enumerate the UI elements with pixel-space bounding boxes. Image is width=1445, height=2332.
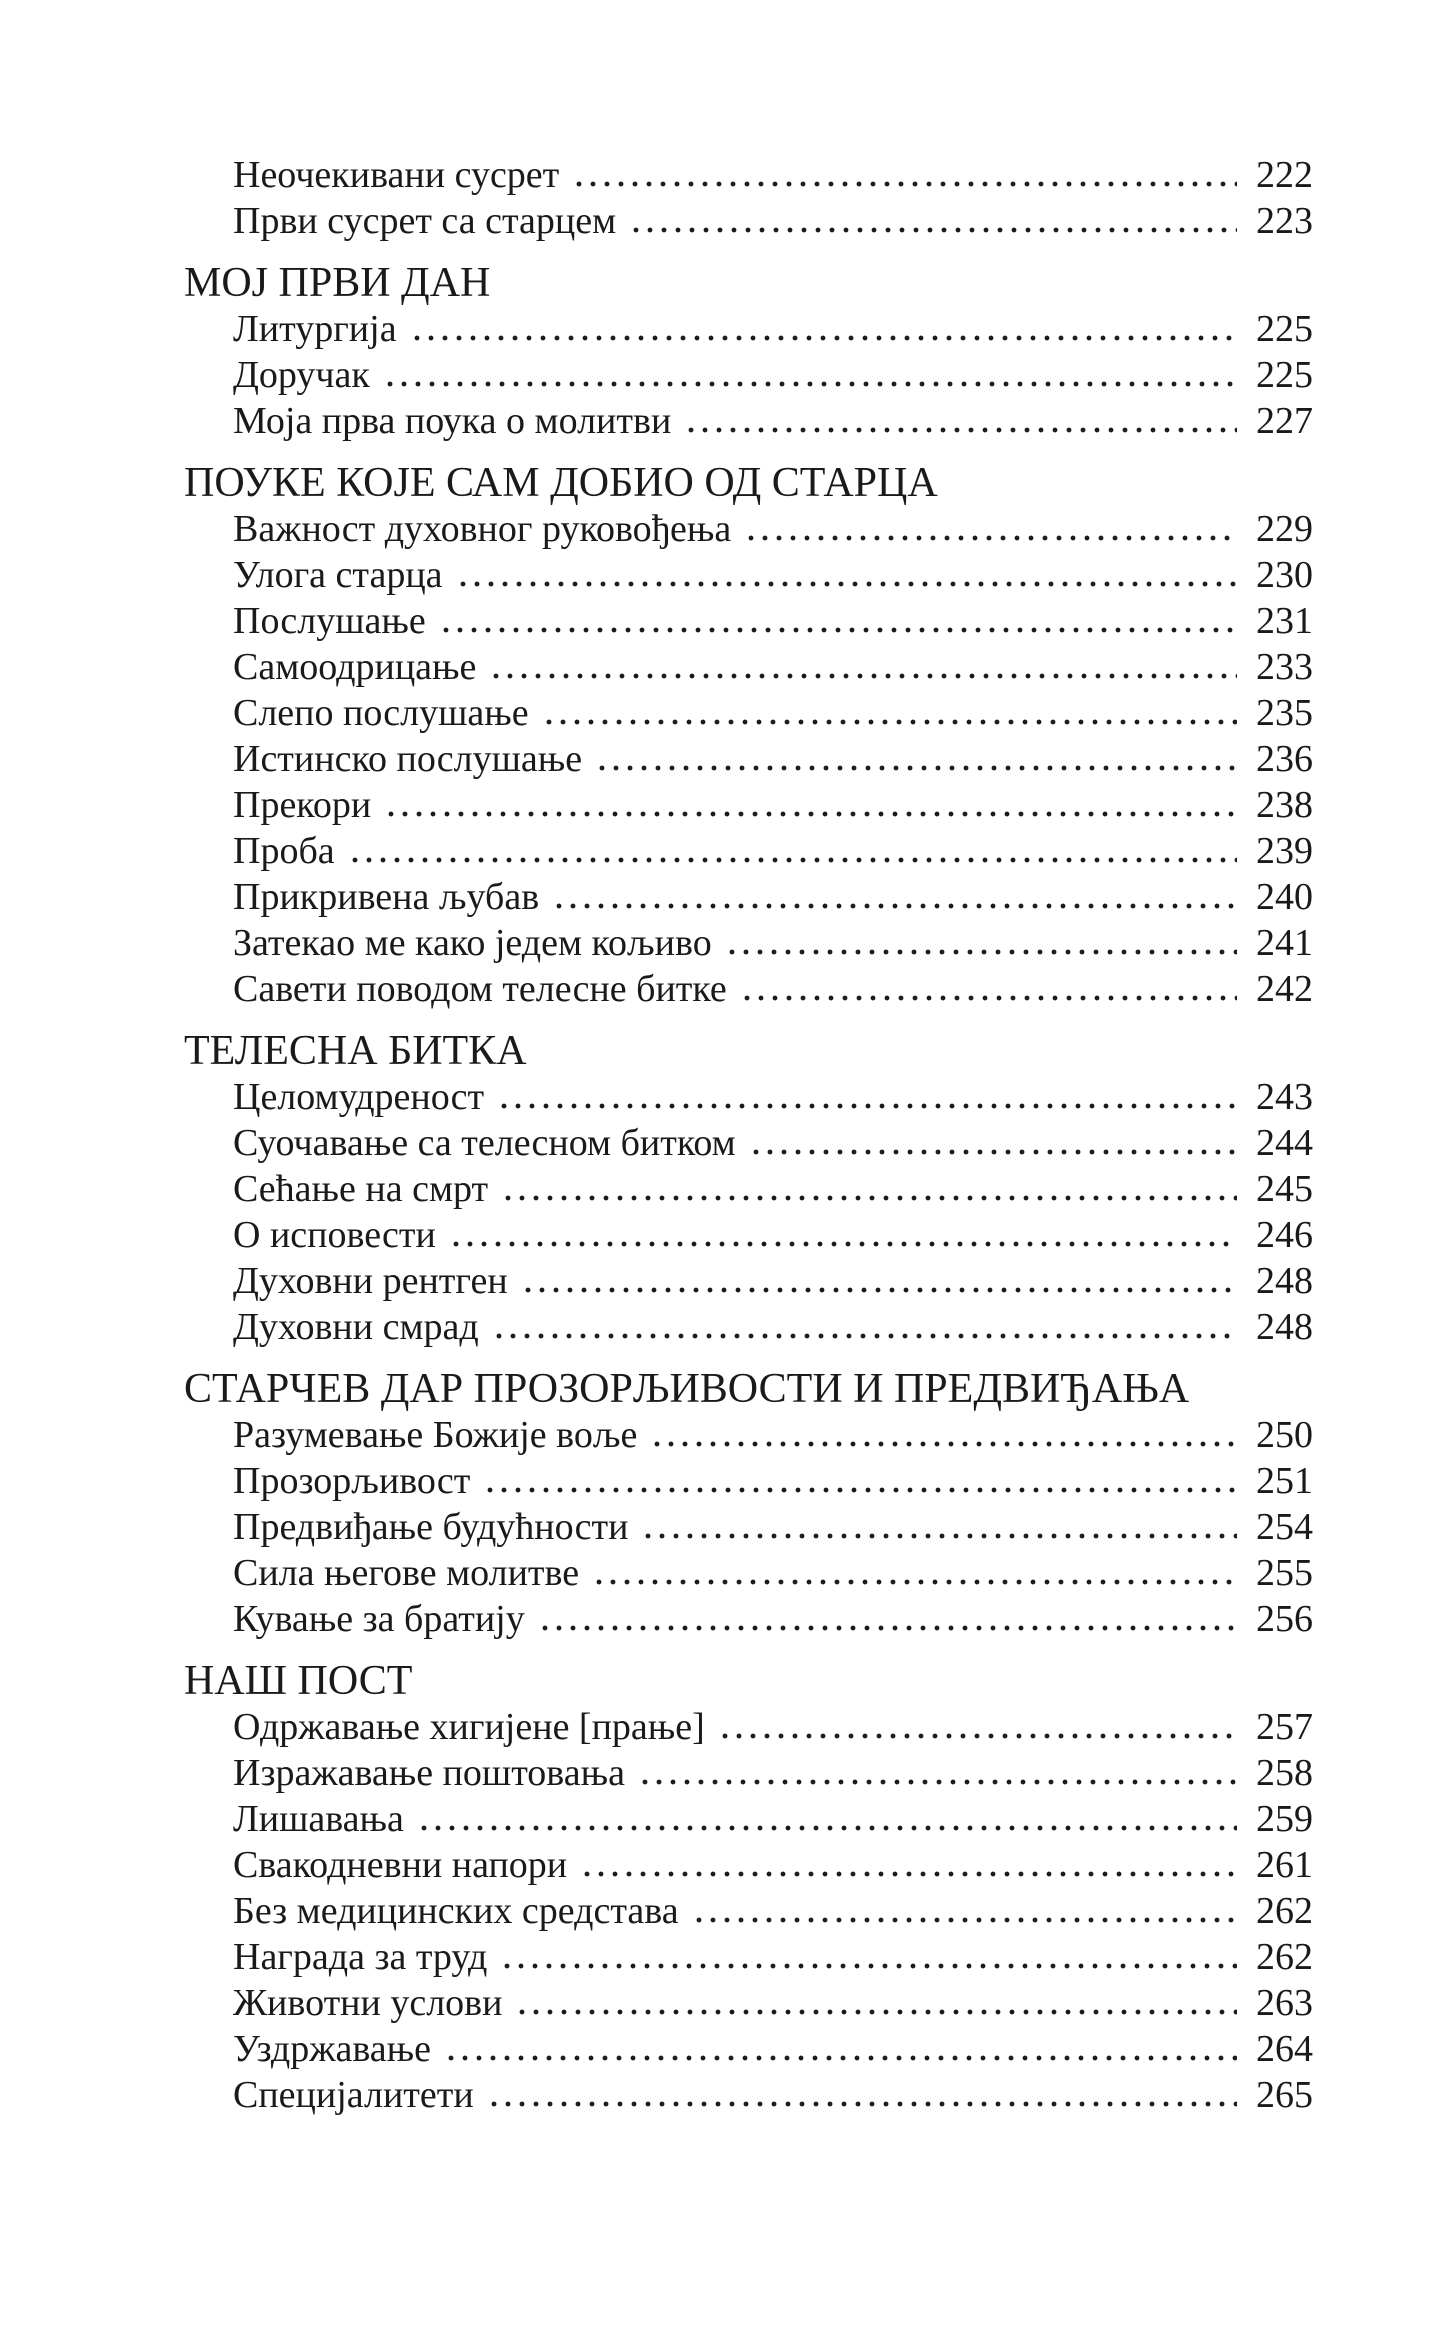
toc-entry [184,1074,1313,1120]
entry-title: Одржавање хигијене [прање] [233,1706,705,1748]
toc-entry [184,736,1313,782]
toc-entry [184,552,1313,598]
dot-leader [439,598,1237,644]
toc-entry [184,1980,1313,2026]
dot-leader [515,1980,1237,2026]
section-heading-label: МОЈ ПРВИ ДАН [184,260,491,306]
toc-entry [184,1120,1313,1166]
entry-title: Духовни смрад [233,1306,479,1348]
entry-title: Први сусрет са старцем [233,200,617,242]
section-heading-label: НАШ ПОСТ [184,1658,413,1704]
toc-entry [184,1550,1313,1596]
section-heading [184,1028,1313,1074]
page-number: 241 [1256,922,1313,964]
dot-leader [595,736,1237,782]
page-number: 238 [1256,784,1313,826]
entry-title: Истинско послушање [233,738,583,780]
page-number: 222 [1256,154,1313,196]
dot-leader [417,1796,1237,1842]
dot-leader [538,1596,1237,1642]
entry-title: Важност духовног руковођења [233,508,732,550]
dot-leader [348,828,1237,874]
page-number: 227 [1256,400,1313,442]
section-heading [184,260,1313,306]
toc-list [184,152,1313,2118]
dot-leader [489,644,1237,690]
section-heading-label: ТЕЛЕСНА БИТКА [184,1028,527,1074]
entry-title: Затекао ме како једем кољиво [233,922,712,964]
dot-leader [650,1412,1237,1458]
page-number: 264 [1256,2028,1313,2070]
dot-leader [725,920,1237,966]
dot-leader [444,2026,1237,2072]
dot-leader [492,1304,1237,1350]
dot-leader [692,1888,1237,1934]
page-number: 225 [1256,354,1313,396]
section-heading-label: СТАРЧЕВ ДАР ПРОЗОРЉИВОСТИ И ПРЕДВИЂАЊА [184,1366,1190,1412]
toc-entry [184,2072,1313,2118]
dot-leader [641,1504,1237,1550]
toc-entry [184,1166,1313,1212]
entry-title: Прозорљивост [233,1460,471,1502]
dot-leader [521,1258,1237,1304]
toc-entry [184,1412,1313,1458]
entry-title: Самоодрицање [233,646,477,688]
page-number: 230 [1256,554,1313,596]
page-number: 251 [1256,1460,1313,1502]
dot-leader [592,1550,1237,1596]
entry-title: Прекори [233,784,372,826]
toc-entry [184,1750,1313,1796]
entry-title: Слепо послушање [233,692,529,734]
entry-title: Без медицинских средстава [233,1890,679,1932]
page-number: 248 [1256,1260,1313,1302]
entry-title: Духовни рентген [233,1260,508,1302]
page-number: 254 [1256,1506,1313,1548]
toc-entry [184,1596,1313,1642]
toc-entry [184,1212,1313,1258]
dot-leader [718,1704,1237,1750]
toc-entry [184,1304,1313,1350]
toc-entry [184,598,1313,644]
dot-leader [449,1212,1237,1258]
dot-leader [497,1074,1237,1120]
toc-entry [184,306,1313,352]
dot-leader [740,966,1237,1012]
page-number: 259 [1256,1798,1313,1840]
dot-leader [684,398,1237,444]
page-number: 233 [1256,646,1313,688]
page-number: 255 [1256,1552,1313,1594]
toc-entry [184,506,1313,552]
toc-entry [184,198,1313,244]
dot-leader [638,1750,1237,1796]
entry-title: Доручак [233,354,370,396]
toc-entry [184,1704,1313,1750]
dot-leader [749,1120,1237,1166]
toc-entry [184,1888,1313,1934]
entry-title: Свакодневни напори [233,1844,568,1886]
entry-title: Сећање на смрт [233,1168,489,1210]
entry-title: Улога старца [233,554,443,596]
page-number: 240 [1256,876,1313,918]
entry-title: Неочекивани сусрет [233,154,560,196]
dot-leader [629,198,1237,244]
entry-title: Лишавања [233,1798,404,1840]
dot-leader [410,306,1237,352]
dot-leader [456,552,1237,598]
dot-leader [483,1458,1237,1504]
dot-leader [383,352,1237,398]
dot-leader [500,1934,1237,1980]
page-number: 256 [1256,1598,1313,1640]
toc-entry [184,1258,1313,1304]
dot-leader [501,1166,1237,1212]
toc-entry [184,644,1313,690]
dot-leader [542,690,1237,736]
page-number: 231 [1256,600,1313,642]
entry-title: Послушање [233,600,426,642]
section-heading-label: ПОУКЕ КОЈЕ САМ ДОБИО ОД СТАРЦА [184,460,938,506]
page-number: 236 [1256,738,1313,780]
dot-leader [384,782,1237,828]
entry-title: Проба [233,830,335,872]
entry-title: Специјалитети [233,2074,474,2116]
toc-entry [184,352,1313,398]
toc-entry [184,1842,1313,1888]
toc-entry [184,152,1313,198]
toc-entry [184,966,1313,1012]
page-number: 250 [1256,1414,1313,1456]
entry-title: Моја прва поука о молитви [233,400,672,442]
dot-leader [580,1842,1237,1888]
page-number: 242 [1256,968,1313,1010]
entry-title: Уздржавање [233,2028,431,2070]
dot-leader [744,506,1237,552]
entry-title: Прикривена љубав [233,876,540,918]
page-number: 261 [1256,1844,1313,1886]
entry-title: Литургија [233,308,397,350]
page-number: 225 [1256,308,1313,350]
page-number: 258 [1256,1752,1313,1794]
toc-entry [184,398,1313,444]
toc-entry [184,782,1313,828]
page-number: 235 [1256,692,1313,734]
page-number: 243 [1256,1076,1313,1118]
page-number: 246 [1256,1214,1313,1256]
entry-title: Суочавање са телесном битком [233,1122,736,1164]
entry-title: Животни услови [233,1982,503,2024]
toc-entry [184,1458,1313,1504]
toc-entry [184,690,1313,736]
section-heading [184,1366,1313,1412]
entry-title: Кување за братију [233,1598,525,1640]
dot-leader [487,2072,1237,2118]
page-number: 245 [1256,1168,1313,1210]
toc-entry [184,920,1313,966]
page-number: 248 [1256,1306,1313,1348]
page-number: 244 [1256,1122,1313,1164]
toc-entry [184,1934,1313,1980]
entry-title: Изражавање поштовања [233,1752,625,1794]
page-number: 239 [1256,830,1313,872]
dot-leader [552,874,1237,920]
entry-title: Награда за труд [233,1936,488,1978]
dot-leader [572,152,1237,198]
entry-title: Савети поводом телесне битке [233,968,727,1010]
page-number: 257 [1256,1706,1313,1748]
page-number: 263 [1256,1982,1313,2024]
toc-entry [184,2026,1313,2072]
entry-title: Предвиђање будућности [233,1506,629,1548]
toc-entry [184,828,1313,874]
page-number: 223 [1256,200,1313,242]
entry-title: Сила његове молитве [233,1552,580,1594]
entry-title: О исповести [233,1214,436,1256]
entry-title: Разумевање Божије воље [233,1414,638,1456]
page-number: 265 [1256,2074,1313,2116]
page-number: 262 [1256,1936,1313,1978]
toc-entry [184,1504,1313,1550]
section-heading [184,460,1313,506]
page-number: 229 [1256,508,1313,550]
section-heading [184,1658,1313,1704]
entry-title: Целомудреност [233,1076,485,1118]
page-number: 262 [1256,1890,1313,1932]
toc-entry [184,1796,1313,1842]
toc-entry [184,874,1313,920]
